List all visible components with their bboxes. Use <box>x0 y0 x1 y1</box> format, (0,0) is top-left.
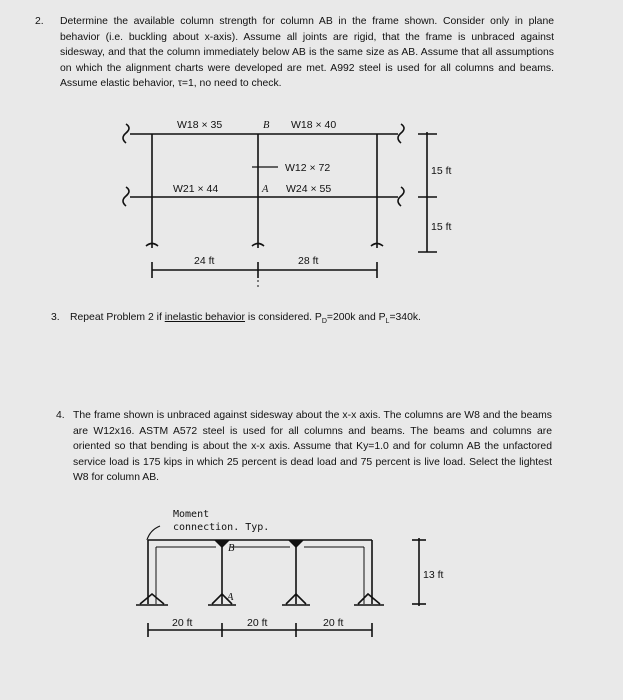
problem-3-link[interactable]: inelastic behavior <box>164 312 246 323</box>
frame1-story-top-label: 15 ft <box>431 165 452 177</box>
frame1-story-bottom-label: 15 ft <box>431 221 452 233</box>
frame2-span3-label: 20 ft <box>323 617 344 629</box>
problem-3-end: =340k. <box>389 312 421 323</box>
frame1-beam-mid-left-label: W21 × 44 <box>173 183 219 195</box>
frame1-beam-top-left-label: W18 × 35 <box>177 119 223 131</box>
problem-2-text: Determine the available column strength for column AB in the frame shown. Consider only in plane behavior (i.e. buckling about x-axis). Assume all joints are rigid, that the frame is unbraced against sidesway, and that the column immediately below AB is the same size as AB. Assume that all assumptions on which the alignment charts were developed are met. A992 steel is used for all columns and beams. Assume elastic behavior, τ=1, no need to check. <box>60 16 554 90</box>
frame2-note-leader <box>147 526 160 540</box>
frame2-connection-marker-2 <box>288 540 304 548</box>
frame1-beam-top-right-label: W18 × 40 <box>291 119 337 131</box>
frame2-support-1 <box>140 594 164 604</box>
frame1-joint-a-label: A <box>262 184 269 195</box>
frame2-note-line1: Moment <box>173 509 210 520</box>
frame1-span-left-label: 24 ft <box>194 255 215 267</box>
problem-4-number: 4. <box>56 410 65 421</box>
frame2-span1-label: 20 ft <box>172 617 193 629</box>
problem-2-number: 2. <box>35 16 44 27</box>
frame1-joint-b-label: B <box>263 120 270 131</box>
problem-3-number: 3. <box>51 312 60 323</box>
frame1-span-right-label: 28 ft <box>298 255 319 267</box>
frame2-joint-a-label: A <box>227 592 234 603</box>
problem-4-text: The frame shown is unbraced against sidesway about the x-x axis. The columns are W8 and the beams are W12x16. ASTM A572 steel is used for all columns and beams. The beams and columns are oriented so that bending is about the x-x axis. Assume that Ky=1.0 and for column AB the unfactored service load is 175 kips in which 25 percent is dead load and 75 percent is live load. Select the lightest W8 for column AB. <box>73 410 552 484</box>
frame2-support-4 <box>358 594 380 604</box>
frame2-height-label: 13 ft <box>423 569 444 581</box>
frame2-span2-label: 20 ft <box>247 617 268 629</box>
problem-3-sub-d: D <box>321 318 327 326</box>
problem-3-sub-l: L <box>385 318 390 326</box>
problem-3-mid: =200k and P <box>326 312 386 323</box>
frame2-note-line2: connection. Typ. <box>173 522 270 533</box>
frame1-column-upper-label: W12 × 72 <box>285 162 331 174</box>
problem-3-text-after: is considered. P <box>245 312 322 323</box>
problem-3-text-before: Repeat Problem 2 if <box>70 312 165 323</box>
frame2-joint-b-label: B <box>228 543 235 554</box>
frame1-column-lower-label: W24 × 55 <box>286 183 332 195</box>
